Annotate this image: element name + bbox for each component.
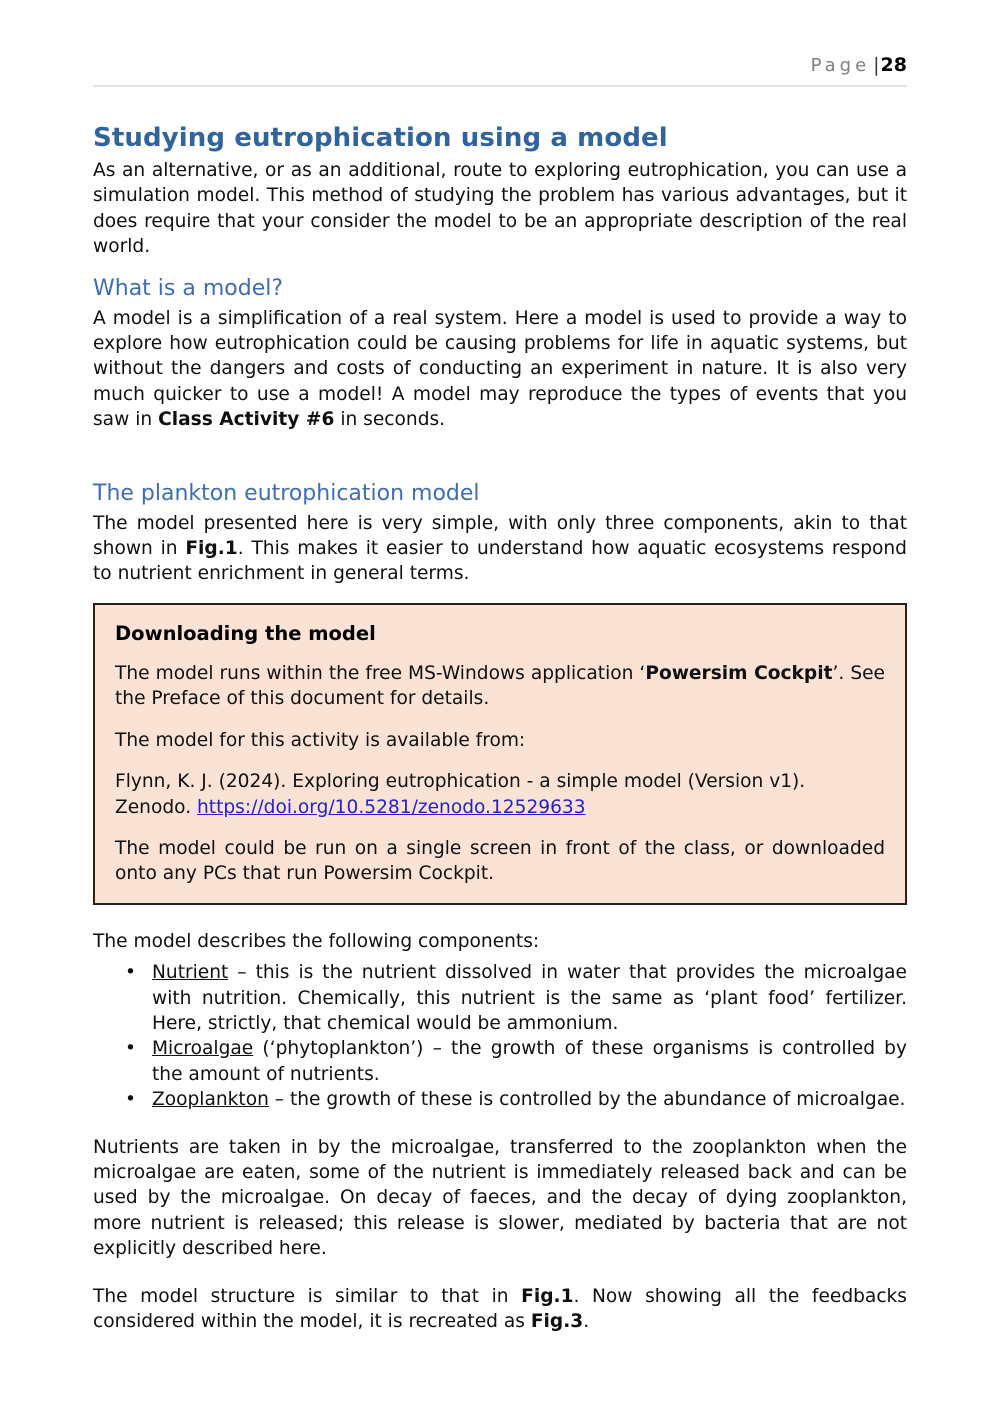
- heading-plankton-eutrophication-model: The plankton eutrophication model: [93, 480, 480, 506]
- what-is-a-model-text-1: A model is a simplification of a real system. Here a model is used to provide a way to explore how eutrophication could be causing problems for life in aquatic systems, but without the dangers and costs of conducting an experiment in nature. It is also very much quicker to use a model! A model may reproduce the types of events that you saw in: [93, 307, 907, 431]
- components-list: [93, 960, 907, 1112]
- callout-text-1: The model runs within the free MS-Windows application ‘: [115, 662, 646, 684]
- callout-text-2: ’. See the Preface of this document for details.: [115, 662, 886, 710]
- component-term-nutrient: Nutrient: [152, 962, 229, 984]
- page-label: Page: [810, 55, 871, 76]
- component-term-zooplankton: Zooplankton: [152, 1089, 269, 1111]
- list-item: [93, 1036, 907, 1087]
- callout-paragraph-usage: The model could be run on a single screen in front of the class, or downloaded onto any PCs that run Powersim Cockpit.: [115, 837, 885, 885]
- intro-paragraph: As an alternative, or as an additional, route to exploring eutrophication, you can use a simulation model. This method of studying the problem has various advantages, but it does require that your consider the model to be an appropriate description of the real world.: [93, 160, 907, 258]
- heading-what-is-a-model: What is a model?: [93, 275, 284, 301]
- powersim-cockpit-name: Powersim Cockpit: [645, 662, 833, 684]
- list-item: [93, 960, 907, 1036]
- plankton-model-text-2: . This makes it easier to understand how aquatic ecosystems respond to nutrient enrichment in general terms.: [93, 538, 907, 585]
- bullet-icon: •: [125, 1089, 136, 1111]
- closing-text-1: The model structure is similar to that in: [93, 1285, 522, 1307]
- download-callout-box: [93, 603, 907, 905]
- nutrient-flow-paragraph: Nutrients are taken in by the microalgae, transferred to the zooplankton when the microalgae are eaten, some of the nutrient is immediately released back and can be used by the microalgae. On decay of faeces, and the decay of dying zooplankton, more nutrient is released; this release is slower, mediated by bacteria that are not explicitly described here.: [93, 1136, 907, 1260]
- page-number: 28: [880, 54, 907, 76]
- component-description-microalgae: (‘phytoplankton’) – the growth of these organisms is controlled by the amount of nutrients.: [152, 1038, 907, 1085]
- doi-link[interactable]: https://doi.org/10.5281/zenodo.12529633: [197, 796, 586, 818]
- closing-text-2: . Now showing all the feedbacks considered within the model, it is recreated as: [93, 1285, 907, 1332]
- callout-heading: Downloading the model: [115, 621, 376, 645]
- what-is-a-model-text-2: in seconds.: [334, 409, 446, 431]
- page-title: Studying eutrophication using a model: [93, 123, 668, 153]
- component-term-microalgae: Microalgae: [152, 1038, 254, 1060]
- callout-paragraph-availability: The model for this activity is available from:: [115, 729, 526, 751]
- fig3-reference: Fig.3: [530, 1311, 584, 1332]
- component-description-nutrient: – this is the nutrient dissolved in water that provides the microalgae with nutrition. Chemically, this nutrient is the same as ‘plant food’ fertilizer. Here, strictly, that chemical would be ammonium.: [152, 962, 907, 1034]
- spacer: [93, 905, 907, 929]
- plankton-model-paragraph: [93, 511, 907, 587]
- fig1-reference-closing: Fig.1: [521, 1285, 574, 1307]
- bullet-icon: •: [125, 962, 136, 984]
- spacer: [93, 433, 907, 479]
- citation-text: Flynn, K. J. (2024). Exploring eutrophication - a simple model (Version v1). Zenodo.: [115, 771, 806, 818]
- fig1-reference: Fig.1: [185, 538, 238, 560]
- closing-paragraph: [93, 1284, 907, 1335]
- bullet-icon: •: [125, 1038, 136, 1060]
- callout-citation: [115, 769, 885, 820]
- closing-text-3: .: [583, 1311, 590, 1332]
- what-is-a-model-paragraph: [93, 306, 907, 433]
- class-activity-reference: Class Activity #6: [158, 409, 335, 431]
- document-body: [93, 122, 907, 1334]
- components-lead-in: The model describes the following components:: [93, 930, 540, 952]
- list-item: [93, 1087, 907, 1112]
- header-divider: [93, 85, 907, 87]
- callout-paragraph-powersim: [115, 661, 885, 712]
- page-separator: |: [873, 54, 880, 76]
- spacer: [93, 260, 907, 274]
- component-description-zooplankton: – the growth of these is controlled by the abundance of microalgae.: [268, 1089, 906, 1111]
- page-header: [93, 52, 907, 79]
- plankton-model-text-1: The model presented here is very simple, with only three components, akin to that shown in: [93, 512, 907, 560]
